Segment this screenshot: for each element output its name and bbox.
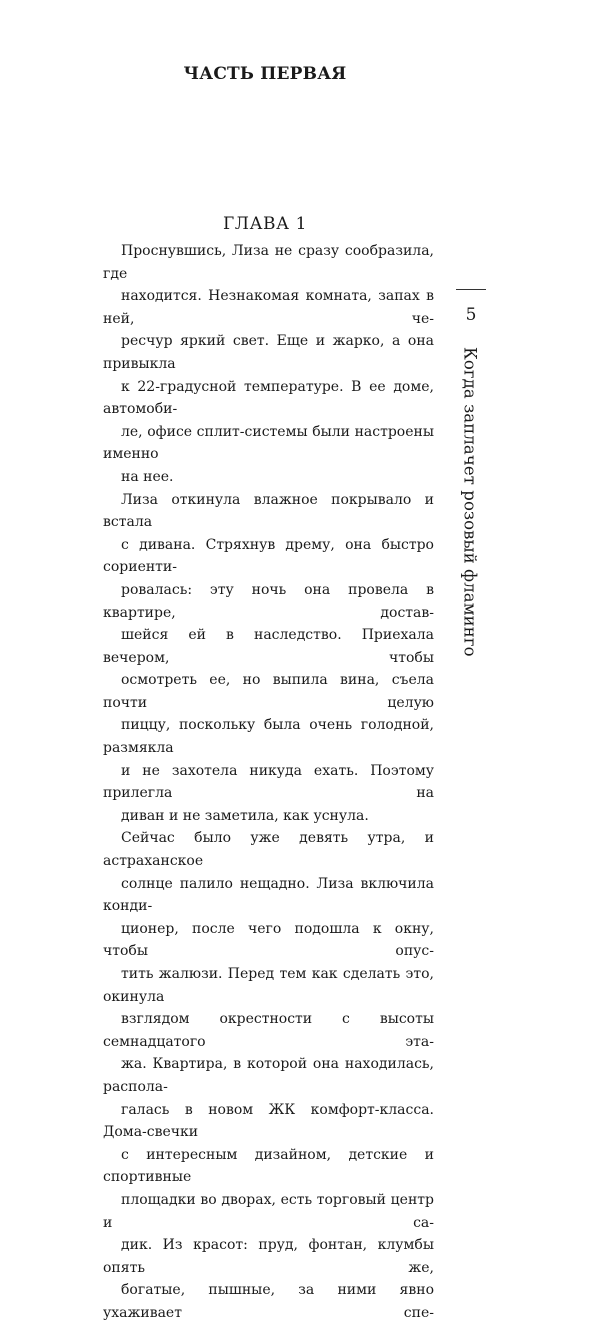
text-line: ровалась: эту ночь она провела в квартире, достав- [103, 581, 434, 621]
paragraph-2 [103, 489, 434, 828]
text-line: Лиза откинула влажное покрывало и встала [103, 491, 434, 531]
text-line: Проснувшись, Лиза не сразу сообразила, где [103, 243, 434, 282]
chapter-title: ГЛАВА 1 [222, 214, 308, 234]
running-title: Когда заплачет розовый фламинго [460, 347, 480, 657]
text-line: тить жалюзи. Перед тем как сделать это, окинула [103, 966, 434, 1005]
text-line: с дивана. Стряхнув дрему, она быстро сориенти- [103, 536, 434, 576]
folio-divider [456, 289, 486, 290]
paragraph-3 [103, 827, 434, 1324]
text-line: находится. Незнакомая комната, запах в ней, че- [103, 288, 434, 327]
text-line: солнце палило нещадно. Лиза включила конди- [103, 875, 434, 915]
text-line: диван и не заметила, как уснула. [121, 807, 369, 824]
text-line: к 22-градусной температуре. В ее доме, автомоби- [103, 378, 434, 418]
text-line: с интересным дизайном, детские и спортивные [103, 1146, 434, 1186]
page-number: 5 [465, 305, 477, 325]
text-line: Сейчас было уже девять утра, и астраханское [103, 830, 434, 870]
chapter-body [103, 240, 434, 1325]
text-line: ле, офисе сплит-системы были настроены именно [103, 423, 434, 463]
text-line: на нее. [121, 468, 174, 485]
text-line: богатые, пышные, за ними явно ухаживает спе- [103, 1282, 434, 1321]
text-line: взглядом окрестности с высоты семнадцатого эта- [103, 1011, 434, 1050]
text-line: дик. Из красот: пруд, фонтан, клумбы опять же, [103, 1237, 434, 1276]
part-title: ЧАСТЬ ПЕРВАЯ [183, 64, 347, 84]
text-line: и не захотела никуда ехать. Поэтому прилегла на [103, 762, 434, 802]
text-line: галась в новом ЖК комфорт-класса. Дома-свечки [103, 1101, 434, 1141]
text-line: ресчур яркий свет. Еще и жарко, а она привыкла [103, 333, 434, 372]
text-line: жа. Квартира, в которой она находилась, распола- [103, 1056, 434, 1095]
text-line: площадки во дворах, есть торговый центр и са- [103, 1191, 434, 1231]
text-line: осмотреть ее, но выпила вина, съела почти целую [103, 672, 434, 711]
text-line: пиццу, поскольку была очень голодной, размякла [103, 717, 434, 757]
paragraph-1 [103, 240, 434, 489]
text-line: ционер, после чего подошла к окну, чтобы опус- [103, 920, 434, 960]
text-line: шейся ей в наследство. Приехала вечером, чтобы [103, 627, 434, 666]
